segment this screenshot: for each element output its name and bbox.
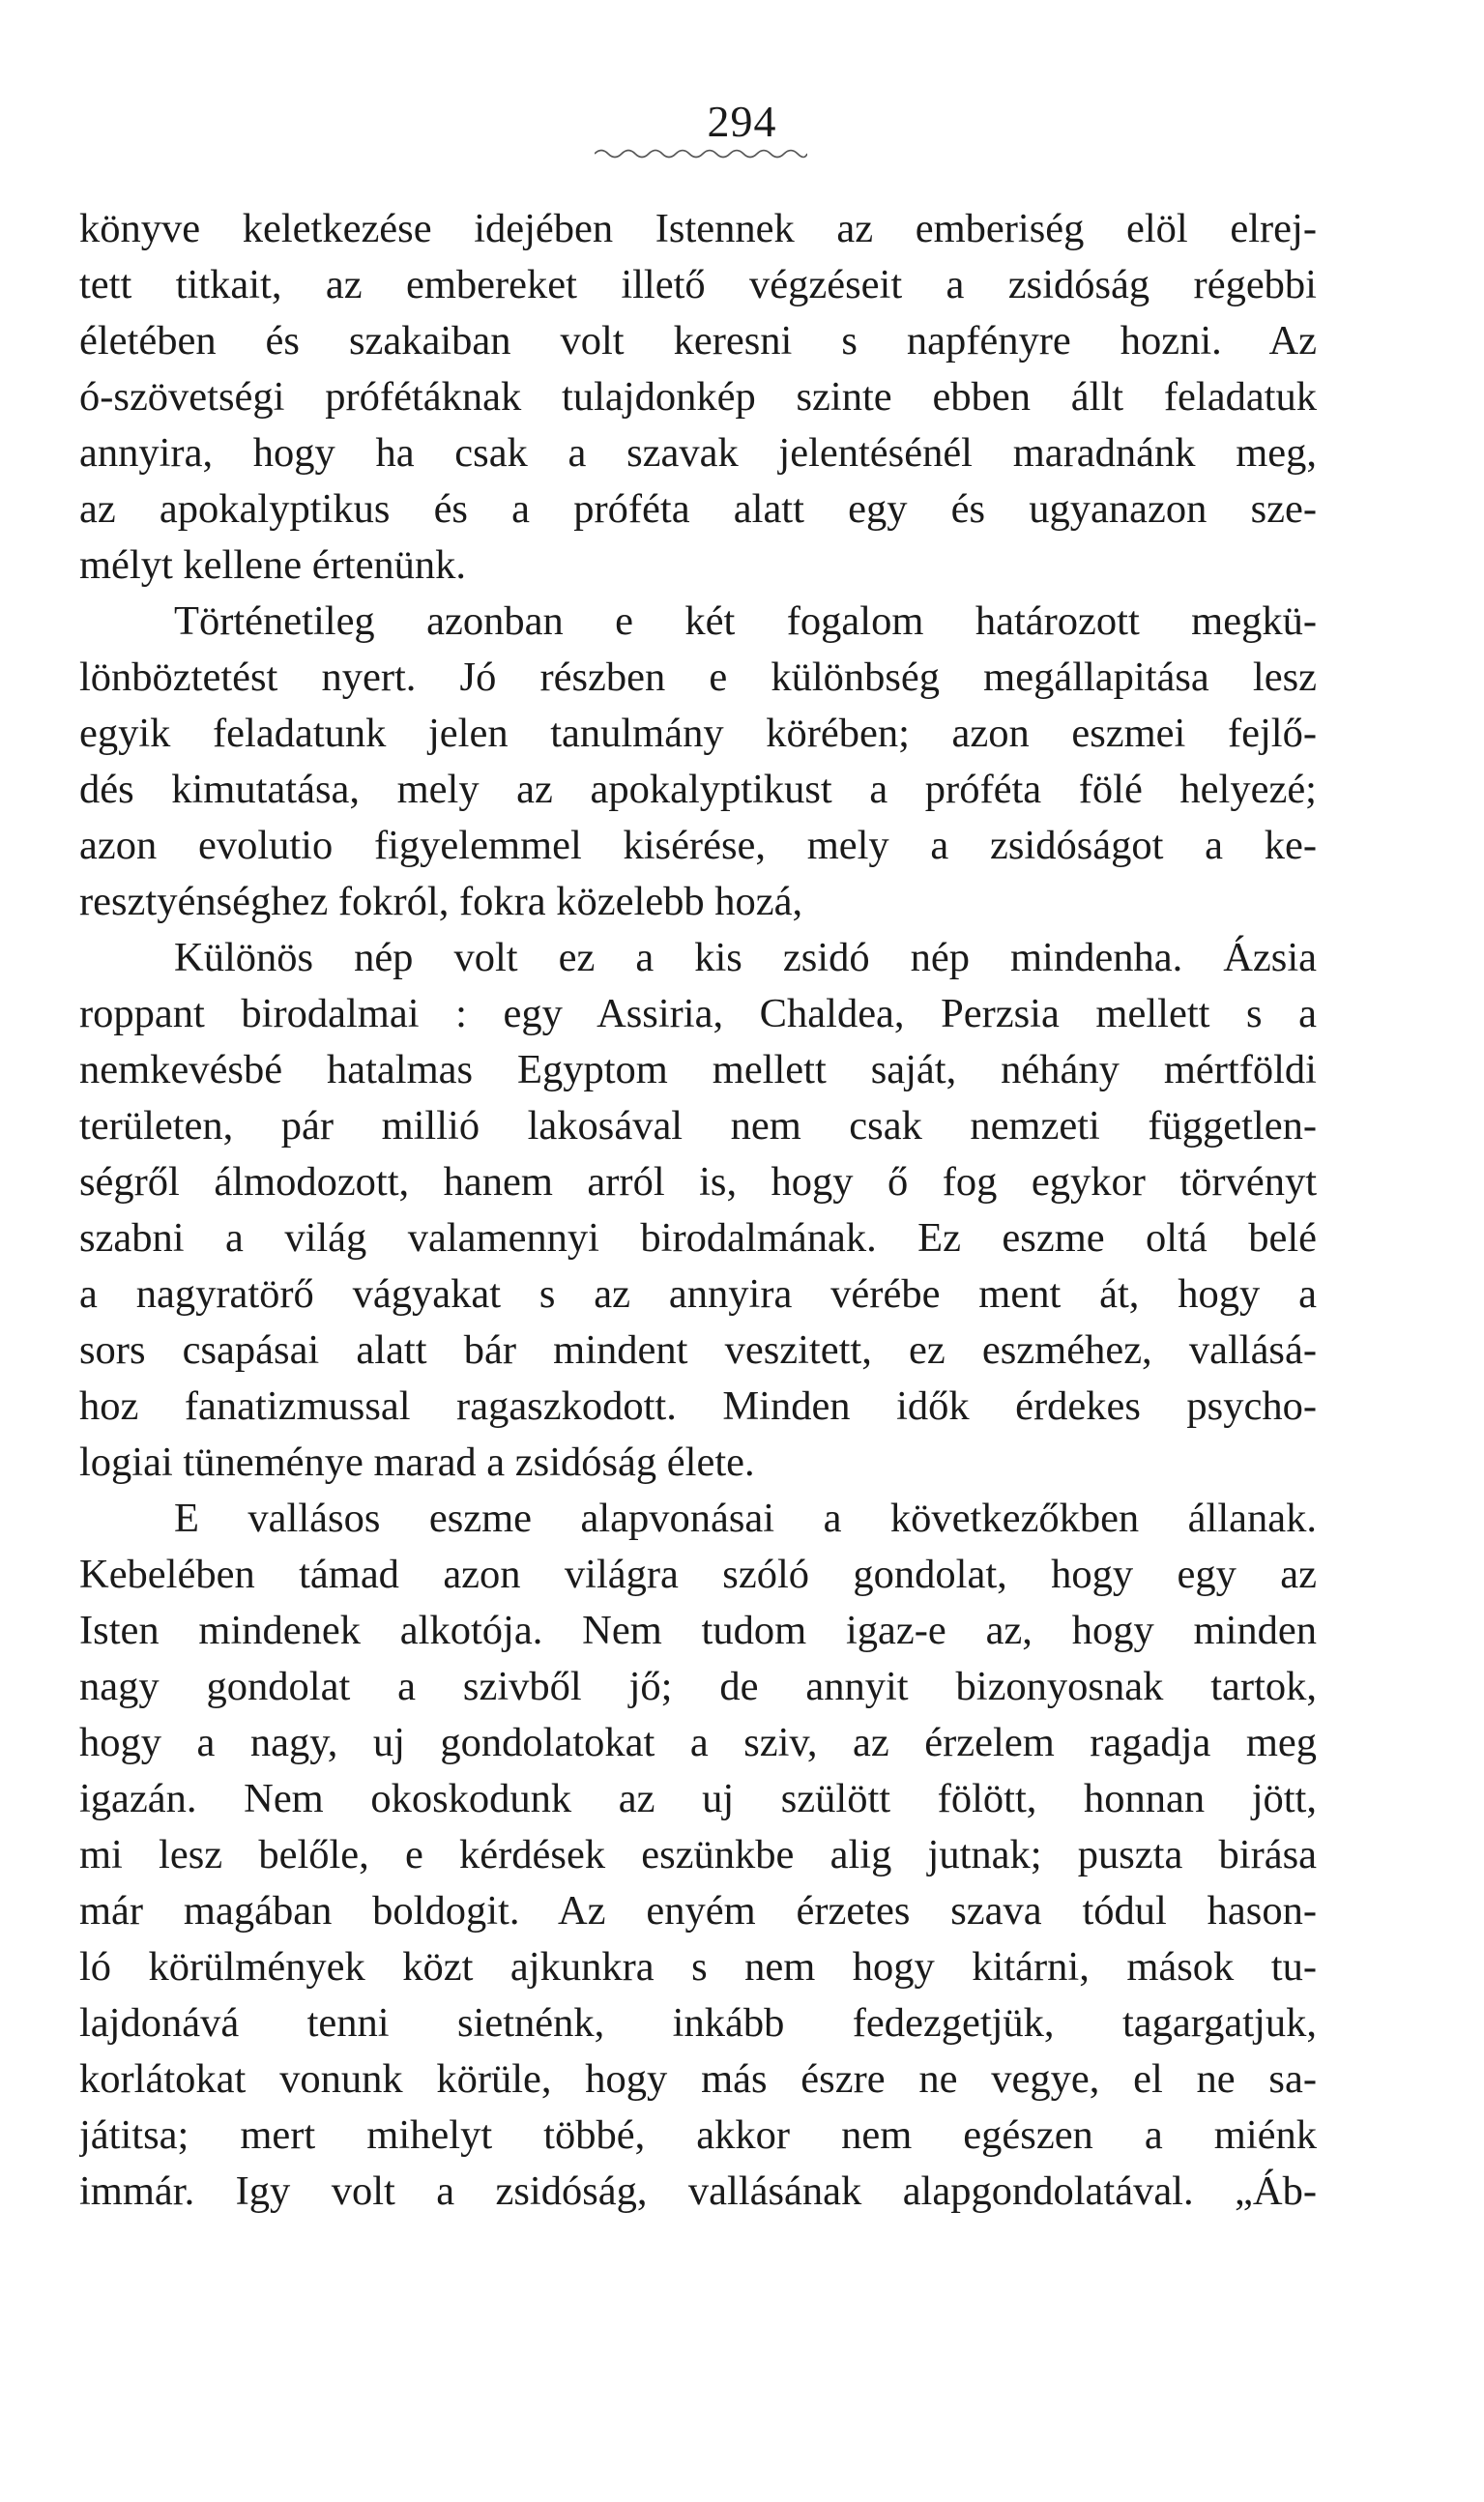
text-line: Kebelében támad azon világra szóló gondolat, hogy egy az bbox=[79, 1552, 1317, 1597]
text-line: dés kimutatása, mely az apokalyptikust a próféta fölé helyezé; bbox=[79, 767, 1317, 812]
text-line: korlátokat vonunk körüle, hogy más észre ne vegye, el ne sa- bbox=[79, 2056, 1317, 2102]
text-line: Isten mindenek alkotója. Nem tudom igaz-e az, hogy minden bbox=[79, 1608, 1317, 1653]
text-line: szabni a világ valamennyi birodalmának. Ez eszme oltá belé bbox=[79, 1215, 1317, 1261]
text-line: logiai tüneménye marad a zsidóság élete. bbox=[79, 1440, 755, 1485]
text-line: hogy a nagy, uj gondolatokat a sziv, az érzelem ragadja meg bbox=[79, 1720, 1317, 1765]
text-line: lönböztetést nyert. Jó részben e különbség megállapitása lesz bbox=[79, 655, 1317, 700]
text-line: Történetileg azonban e két fogalom határozott megkü- bbox=[174, 598, 1317, 644]
text-line: életében és szakaiban volt keresni s napfényre hozni. Az bbox=[79, 318, 1317, 364]
text-line: területen, pár millió lakosával nem csak nemzeti független- bbox=[79, 1103, 1317, 1149]
text-line: E vallásos eszme alapvonásai a következőkben állanak. bbox=[174, 1496, 1317, 1541]
text-line: az apokalyptikus és a próféta alatt egy és ugyanazon sze- bbox=[79, 486, 1317, 532]
text-line: mi lesz belőle, e kérdések eszünkbe alig jutnak; puszta birása bbox=[79, 1832, 1317, 1877]
text-line: lajdonává tenni sietnénk, inkább fedezgetjük, tagargatjuk, bbox=[79, 2000, 1317, 2046]
text-line: ségről álmodozott, hanem arról is, hogy ő fog egykor törvényt bbox=[79, 1159, 1317, 1205]
text-line: nemkevésbé hatalmas Egyptom mellett saját, néhány mértföldi bbox=[79, 1047, 1317, 1092]
text-line: játitsa; mert mihelyt többé, akkor nem egészen a miénk bbox=[79, 2112, 1317, 2158]
text-line: azon evolutio figyelemmel kisérése, mely a zsidóságot a ke- bbox=[79, 823, 1317, 868]
text-line: roppant birodalmai : egy Assiria, Chaldea, Perzsia mellett s a bbox=[79, 991, 1317, 1036]
text-line: immár. Igy volt a zsidóság, vallásának alapgondolatával. „Áb- bbox=[79, 2168, 1317, 2214]
text-line: nagy gondolat a szivből jő; de annyit bizonyosnak tartok, bbox=[79, 1664, 1317, 1709]
text-line: annyira, hogy ha csak a szavak jelentésénél maradnánk meg, bbox=[79, 430, 1317, 476]
page-number: 294 bbox=[707, 97, 777, 146]
text-line: hoz fanatizmussal ragaszkodott. Minden idők érdekes psycho- bbox=[79, 1383, 1317, 1429]
text-line: ló körülmények közt ajkunkra s nem hogy kitárni, mások tu- bbox=[79, 1944, 1317, 1990]
decorative-wavy-rule-icon bbox=[595, 145, 807, 162]
text-line: mélyt kellene értenünk. bbox=[79, 542, 467, 588]
text-line: ó-szövetségi prófétáknak tulajdonkép szinte ebben állt feladatuk bbox=[79, 374, 1317, 420]
text-line: igazán. Nem okoskodunk az uj szülött fölött, honnan jött, bbox=[79, 1776, 1317, 1821]
text-line: könyve keletkezése idejében Istennek az emberiség elöl elrej- bbox=[79, 206, 1317, 251]
text-line: már magában boldogit. Az enyém érzetes szava tódul hason- bbox=[79, 1888, 1317, 1934]
text-line: egyik feladatunk jelen tanulmány körében; azon eszmei fejlő- bbox=[79, 711, 1317, 756]
body-text bbox=[79, 201, 1317, 2220]
text-line: a nagyratörő vágyakat s az annyira vérébe ment át, hogy a bbox=[79, 1271, 1317, 1317]
text-line: sors csapásai alatt bár mindent veszitett, ez eszméhez, vallásá- bbox=[79, 1327, 1317, 1373]
text-line: Különös nép volt ez a kis zsidó nép mindenha. Ázsia bbox=[174, 935, 1317, 980]
text-line: resztyénséghez fokról, fokra közelebb hozá, bbox=[79, 879, 803, 924]
text-line: tett titkait, az embereket illető végzéseit a zsidóság régebbi bbox=[79, 262, 1317, 307]
